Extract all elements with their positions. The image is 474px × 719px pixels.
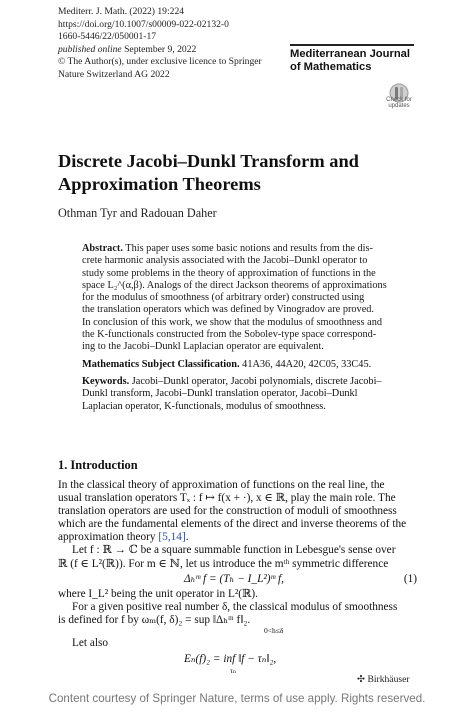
title-line-2: Approximation Theorems — [58, 174, 261, 194]
keywords-text-3: Laplacian operator, K-functionals, modulus of smoothness. — [82, 400, 326, 412]
doi-link[interactable]: https://doi.org/10.1007/s00009-022-02132-0 — [58, 18, 229, 30]
keywords-text-2: Dunkl transform, Jacobi–Dunkl translation operator, Jacobi–Dunkl — [82, 388, 358, 400]
p4-line-2: is defined for f by ωₘ(f, δ)₂ = sup ‖Δₕᵐ f‖₂. — [58, 613, 251, 626]
abstract-text-4: space L₂^(α,β). Analogs of the direct Jackson theorems of approximations — [82, 279, 387, 291]
p4-line-1: For a given positive real number δ, the classical modulus of smoothness — [72, 600, 398, 613]
journal-name-line-1: Mediterranean Journal — [290, 48, 410, 60]
p1-line-3: translation operators are used for the construction of moduli of smoothness — [58, 505, 397, 518]
published-label: published online — [58, 43, 122, 55]
authors: Othman Tyr and Radouan Daher — [58, 206, 217, 220]
keywords — [82, 376, 417, 413]
issn: 1660-5446/22/050001-17 — [58, 31, 157, 43]
published-line — [58, 44, 262, 57]
citation: Mediterr. J. Math. (2022) 19:224 — [58, 6, 185, 17]
equation-2-row — [58, 650, 417, 676]
badge-line-1: Check for — [386, 97, 412, 103]
license-line-2: Nature Switzerland AG 2022 — [58, 68, 170, 80]
courtesy-footer: Content courtesy of Springer Nature, terms of use apply. Rights reserved. — [48, 692, 426, 705]
p1-line-1: In the classical theory of approximation of functions on the real line, the — [58, 479, 385, 491]
title-line-1: Discrete Jacobi–Dunkl Transform and — [58, 151, 359, 171]
p2-line-2: ℝ (f ∈ L²(ℝ)). For m ∈ ℕ, let us introduce the mᵗʰ symmetric difference — [58, 557, 389, 570]
equation-1-number: (1) — [403, 572, 417, 585]
journal-name — [290, 44, 414, 74]
p5-line: Let also — [72, 636, 109, 649]
keywords-label: Keywords. — [82, 376, 130, 387]
p1-line-4: which are the fundamental elements of the direct and inverse theorems of the — [58, 518, 407, 531]
journal-name-line-2: of Mathematics — [290, 61, 372, 74]
license-line-1: © The Author(s), under exclusive licence to Springer — [58, 56, 262, 68]
abstract-text-1: This paper uses some basic notions and results from the dis- — [125, 243, 373, 254]
equation-2-sub: τₙ — [230, 666, 237, 676]
p1-line-2: usual translation operators Tₓ : f ↦ f(x + ·), x ∈ ℝ, play the main role. The — [58, 492, 396, 505]
abstract-text-3: study some problems in the theory of approximation of functions in the — [82, 267, 376, 279]
equation-1-row — [58, 571, 417, 588]
published-date: September 9, 2022 — [124, 43, 197, 55]
abstract-text-7: In conclusion of this work, we show that the modulus of smoothness and — [82, 316, 383, 328]
p1-line-5 — [58, 531, 417, 544]
badge-line-2: updates — [388, 103, 410, 110]
abstract-text-2: crete harmonic analysis associated with the Jacobi–Dunkl operator to — [82, 255, 368, 267]
abstract — [82, 243, 417, 354]
p3-line: where I_L² being the unit operator in L²(ℝ). — [58, 587, 258, 600]
check-for-updates-label — [376, 97, 422, 110]
p4-sub: 0<h≤δ — [264, 625, 284, 635]
abstract-text-9: ing to the Jacobi–Dunkl Laplacian operator are equivalent. — [82, 341, 324, 353]
p1-line-5-end: . — [185, 531, 189, 544]
keywords-text-1: Jacobi–Dunkl operator, Jacobi polynomials, discrete Jacobi– — [131, 376, 382, 387]
msc-label: Mathematics Subject Classification. — [82, 359, 240, 370]
publisher-name: Birkhäuser — [367, 674, 410, 685]
abstract-text-6: the translation operators which was defined by Vinogradov are proved. — [82, 304, 374, 316]
p4-sub-row — [58, 627, 417, 637]
abstract-label: Abstract. — [82, 243, 123, 254]
abstract-text-5: for the modulus of smoothness (of arbitrary order) constructed using — [82, 292, 365, 304]
publisher-icon: ✣ — [357, 674, 366, 685]
p1-line-5-text: approximation theory — [58, 531, 156, 544]
equation-1: Δₕᵐ f = (Tₕ − I_L²)ᵐ f, — [184, 572, 285, 585]
article-metadata — [58, 6, 262, 82]
paper-title — [58, 150, 418, 196]
introduction-body — [58, 479, 417, 676]
publisher-logo — [357, 674, 410, 685]
abstract-text-8: the K-functionals constructed from the Sobolev-type space correspond- — [82, 329, 377, 341]
msc-classification — [82, 359, 417, 371]
citation-link[interactable]: [5,14] — [158, 531, 186, 544]
section-heading: 1. Introduction — [58, 458, 138, 472]
p2-line-1: Let f : ℝ → ℂ be a square summable function in Lebesgue's sense over — [72, 544, 396, 557]
equation-2: Eₙ(f)₂ = inf ‖f − τₙ‖₂, — [184, 653, 277, 666]
msc-text: 41A36, 44A20, 42C05, 33C45. — [242, 359, 372, 370]
